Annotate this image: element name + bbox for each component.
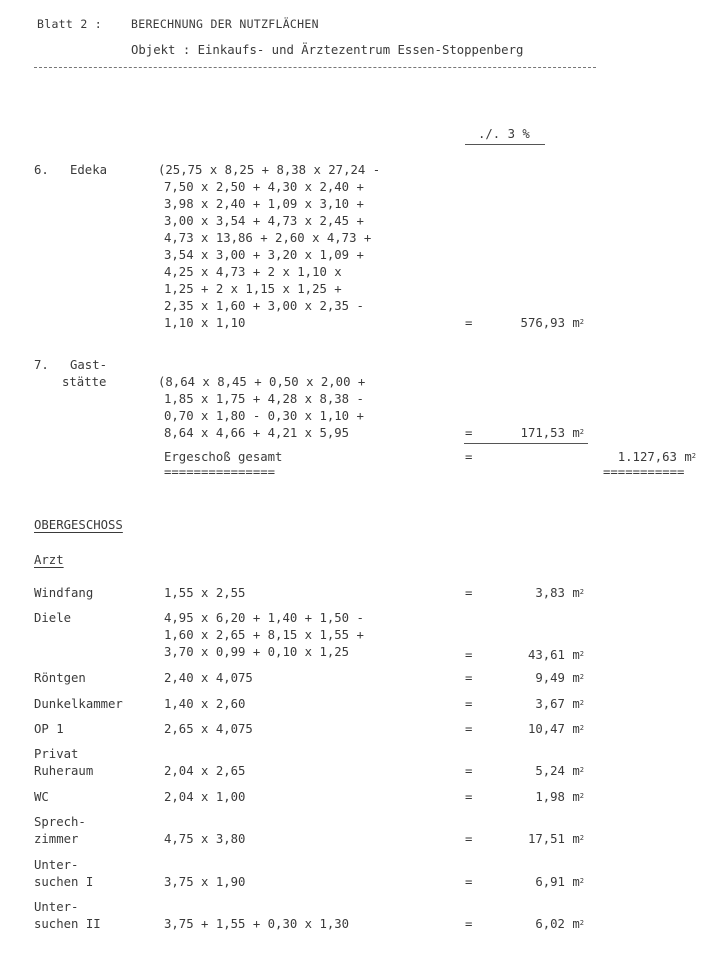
room-name: Unter- [34,900,79,914]
room-name: OP 1 [34,722,64,736]
eg-total-label: Ergeschoß gesamt [164,450,283,464]
room-formula: 2,65 x 4,075 [164,722,253,736]
room-name-cont: Ruheraum [34,764,94,778]
item-6-formula-line: 7,50 x 2,50 + 4,30 x 2,40 + [164,180,364,194]
item-6-formula-line: 4,25 x 4,73 + 2 x 1,10 x [164,265,342,279]
room-value: 3,83 $m^2$ [535,586,584,600]
deduction-underline [465,144,545,145]
item-6-formula-line: 4,73 x 13,86 + 2,60 x 4,73 + [164,231,372,245]
item-7-number: 7. [34,358,49,372]
eg-total-equals: = [465,450,473,464]
room-value: 5,24 $m^2$ [535,764,584,778]
room-formula: 2,04 x 2,65 [164,764,246,778]
room-name: WC [34,790,49,804]
item-6-name: Edeka [70,163,108,177]
item-6-formula-line: 1,10 x 1,10 [164,316,246,330]
item-6-formula-line: (25,75 x 8,25 + 8,38 x 27,24 - [158,163,381,177]
item-7-formula-line: 0,70 x 1,80 - 0,30 x 1,10 + [164,409,364,423]
item-6-formula-line: 1,25 + 2 x 1,15 x 1,25 + [164,282,342,296]
deduction-label: ./. 3 % [478,127,530,141]
room-value: 6,02 $m^2$ [535,917,584,931]
room-formula: 3,75 x 1,90 [164,875,246,889]
room-formula: 1,55 x 2,55 [164,586,246,600]
header-divider [34,67,596,68]
room-equals: = [465,875,473,889]
item-6-number: 6. [34,163,49,177]
room-formula: 2,40 x 4,075 [164,671,253,685]
room-name: Unter- [34,858,79,872]
room-name: Röntgen [34,671,86,685]
item-6-value: 576,93 $m^2$ [520,316,584,330]
room-name-cont: suchen II [34,917,101,931]
sheet-label: Blatt 2 : [37,17,103,31]
item-6-formula-line: 3,98 x 2,40 + 1,09 x 3,10 + [164,197,364,211]
room-value: 10,47 $m^2$ [527,722,584,736]
eg-total-value: 1.127,63 $m^2$ [617,450,696,464]
item-6-formula-line: 2,35 x 1,60 + 3,00 x 2,35 - [164,299,364,313]
room-name: Windfang [34,586,94,600]
room-equals: = [465,832,473,846]
room-equals: = [465,764,473,778]
item-6-formula-line: 3,54 x 3,00 + 3,20 x 1,09 + [164,248,364,262]
room-name-cont: zimmer [34,832,79,846]
room-equals: = [465,671,473,685]
item-7-underline [464,443,588,444]
item-7-name-cont: stätte [62,375,107,389]
subheading-arzt: Arzt [34,553,64,567]
room-name: Dunkelkammer [34,697,123,711]
object-line: Objekt : Einkaufs- und Ärztezentrum Essen-Stoppenberg [131,43,524,57]
item-6-formula-line: 3,00 x 3,54 + 4,73 x 2,45 + [164,214,364,228]
room-name: Privat [34,747,79,761]
room-formula: 1,40 x 2,60 [164,697,246,711]
room-equals: = [465,917,473,931]
eg-total-double-underline: =============== [164,465,276,479]
room-value: 9,49 $m^2$ [535,671,584,685]
room-formula: 3,70 x 0,99 + 0,10 x 1,25 [164,645,350,659]
room-formula: 4,95 x 6,20 + 1,40 + 1,50 - [164,611,364,625]
room-formula: 1,60 x 2,65 + 8,15 x 1,55 + [164,628,364,642]
item-7-name: Gast- [70,358,108,372]
item-6-equals: = [465,316,473,330]
item-7-formula-line: 1,85 x 1,75 + 4,28 x 8,38 - [164,392,364,406]
eg-total-value-double-underline: =========== [603,465,685,479]
room-value: 3,67 $m^2$ [535,697,584,711]
room-formula: 4,75 x 3,80 [164,832,246,846]
room-value: 1,98 $m^2$ [535,790,584,804]
room-name: Sprech- [34,815,86,829]
item-7-formula-line: (8,64 x 8,45 + 0,50 x 2,00 + [158,375,366,389]
item-7-formula-line: 8,64 x 4,66 + 4,21 x 5,95 [164,426,350,440]
room-formula: 2,04 x 1,00 [164,790,246,804]
room-equals: = [465,697,473,711]
room-value: 6,91 $m^2$ [535,875,584,889]
room-equals: = [465,722,473,736]
room-value: 17,51 $m^2$ [527,832,584,846]
item-7-equals: = [465,426,473,440]
item-7-value: 171,53 $m^2$ [520,426,584,440]
room-equals: = [465,586,473,600]
section-heading-obergeschoss: OBERGESCHOSS [34,518,123,532]
room-formula: 3,75 + 1,55 + 0,30 x 1,30 [164,917,350,931]
room-equals: = [465,790,473,804]
room-name-cont: suchen I [34,875,94,889]
page-title: BERECHNUNG DER NUTZFLÄCHEN [131,17,319,31]
room-name: Diele [34,611,72,625]
room-value: 43,61 $m^2$ [527,648,584,662]
room-equals: = [465,648,473,662]
